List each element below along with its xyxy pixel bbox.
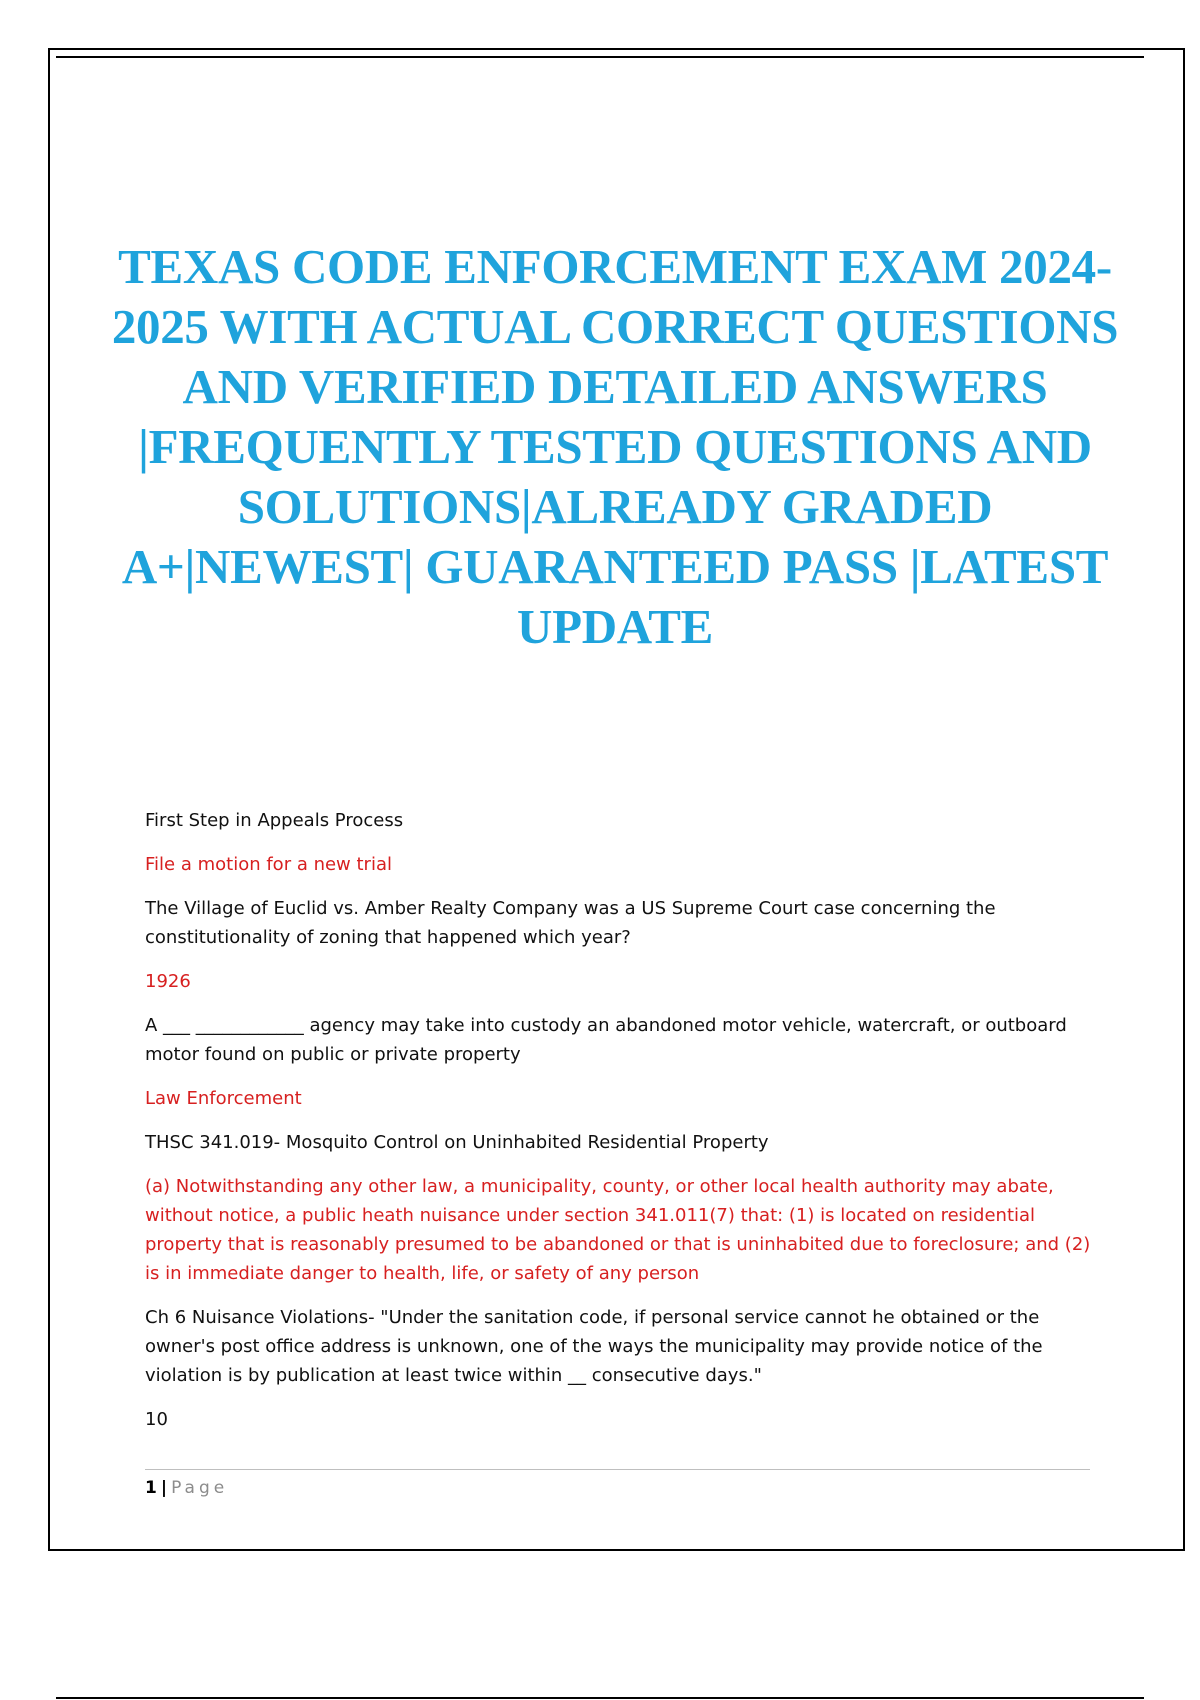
page-label: Page (171, 1478, 229, 1498)
qa-item (145, 967, 1095, 996)
qa-item (145, 1405, 1095, 1434)
page-footer (145, 1469, 1090, 1500)
question-text: Ch 6 Nuisance Violations- "Under the sanitation code, if personal service cannot he obtained or the owner's post office address is unknown, one of the ways the municipality may provide notice of the violation is by publication at least twice within __ consecutive days." (145, 1307, 1043, 1386)
question-text: A ___ ____________ agency may take into custody an abandoned motor vehicle, watercraft, or outboard motor found on public or private property (145, 1015, 1067, 1065)
qa-item (145, 1084, 1095, 1113)
qa-item (145, 1128, 1095, 1157)
qa-item (145, 806, 1095, 835)
qa-list (145, 806, 1095, 1449)
page-separator: | (160, 1478, 168, 1498)
question-text: First Step in Appeals Process (145, 810, 404, 831)
answer-text: Law Enforcement (145, 1088, 302, 1109)
answer-text: File a motion for a new trial (145, 854, 392, 875)
answer-text: 1926 (145, 971, 191, 992)
qa-item (145, 850, 1095, 879)
qa-item (145, 1303, 1095, 1390)
qa-item (145, 1172, 1095, 1288)
document-title: TEXAS CODE ENFORCEMENT EXAM 2024-2025 WITH ACTUAL CORRECT QUESTIONS AND VERIFIED DETAILED ANSWERS |FREQUENTLY TESTED QUESTIONS AND SOLUTIONS|ALREADY GRADED A+|NEWEST| GUARANTEED PASS |LATEST UPDATE (111, 239, 1119, 654)
qa-item (145, 894, 1095, 952)
answer-text: (a) Notwithstanding any other law, a municipality, county, or other local health authority may abate, without notice, a public heath nuisance under section 341.011(7) that: (1) is located on residential property that is reasonably presumed to be abandoned or that is uninhabited due to foreclosure; and (2) is in immediate danger to health, life, or safety of any person (145, 1176, 1091, 1284)
page-number: 1 (145, 1478, 157, 1498)
bottom-rule (56, 1697, 1144, 1699)
question-text: THSC 341.019- Mosquito Control on Uninhabited Residential Property (145, 1132, 769, 1153)
qa-item (145, 1011, 1095, 1069)
question-text: The Village of Euclid vs. Amber Realty Company was a US Supreme Court case concerning the constitutionality of zoning that happened which year? (145, 898, 996, 948)
answer-text: 10 (145, 1409, 168, 1430)
